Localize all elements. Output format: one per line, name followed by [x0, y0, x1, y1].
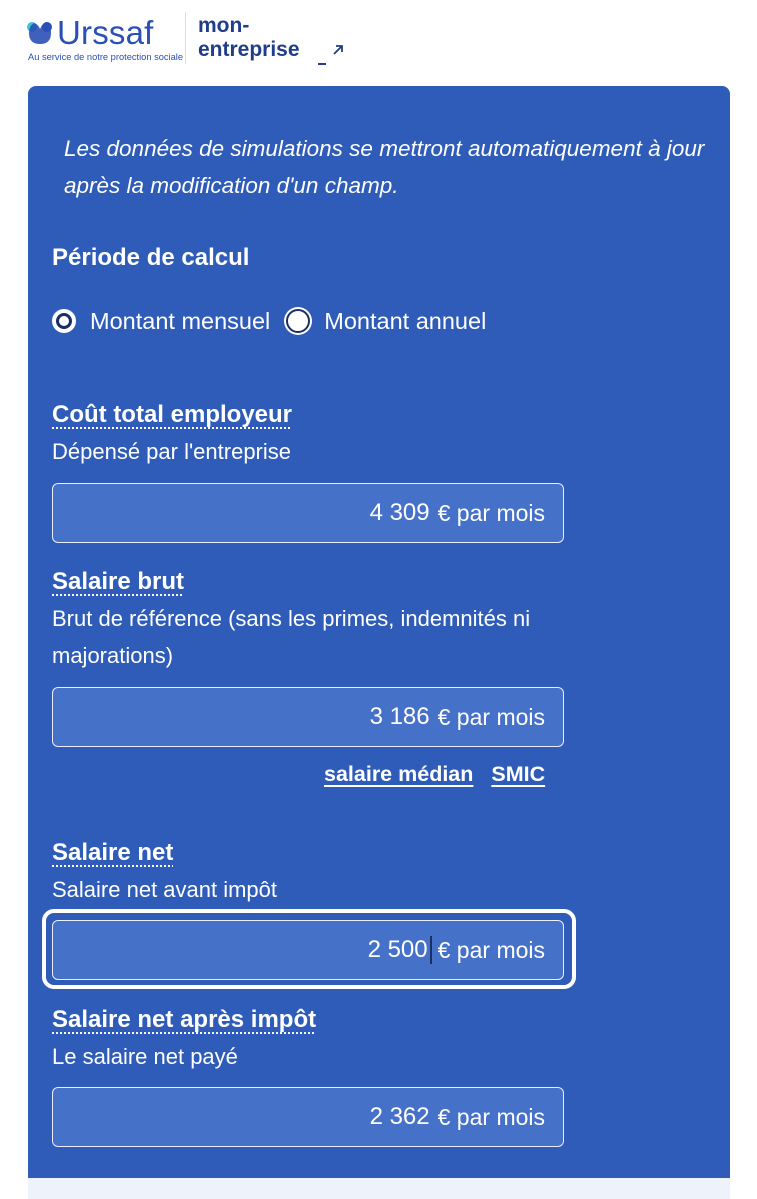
net-after-tax-title[interactable]: Salaire net après impôt [52, 1006, 317, 1033]
employer-cost-unit: € par mois [437, 499, 545, 526]
period-title: Période de calcul [52, 244, 250, 271]
employer-cost-value: 4 309 [369, 499, 430, 526]
net-salary-unit: € par mois [437, 936, 545, 963]
auto-update-notice: Les données de simulations se mettront automatiquement à jour après la modification d'un champ. [64, 136, 705, 198]
urssaf-logo-icon [26, 20, 54, 46]
mon-entreprise-line1: mon- [198, 14, 250, 37]
gross-salary-title[interactable]: Salaire brut [52, 568, 185, 595]
period-radio-group [52, 306, 502, 336]
radio-monthly[interactable] [52, 309, 76, 333]
logo-tagline: Au service de notre protection sociale [28, 52, 184, 62]
net-after-tax-value: 2 362 [369, 1103, 430, 1130]
logo-wordmark: Urssaf [57, 14, 154, 51]
header-divider [185, 12, 186, 64]
gross-salary-input[interactable] [52, 687, 564, 747]
site-header [0, 0, 757, 80]
mon-entreprise-line2: entreprise [198, 38, 300, 61]
salary-shortcuts [324, 762, 545, 787]
net-salary-title[interactable]: Salaire net [52, 839, 174, 866]
employer-cost-subtitle: Dépensé par l'entreprise [52, 439, 292, 464]
simulator-panel [28, 86, 730, 1199]
radio-annual[interactable] [286, 309, 310, 333]
radio-monthly-label[interactable]: Montant mensuel [90, 307, 271, 334]
external-link-icon [331, 43, 345, 57]
smic-link[interactable]: SMIC [491, 762, 546, 786]
net-after-tax-input[interactable] [52, 1087, 564, 1147]
results-section-edge [28, 1178, 730, 1199]
net-salary-subtitle: Salaire net avant impôt [52, 877, 278, 902]
gross-salary-subtitle: Brut de référence (sans les primes, indemnités ni majorations) [52, 606, 531, 668]
text-caret [430, 936, 432, 964]
radio-annual-label[interactable]: Montant annuel [324, 307, 487, 334]
gross-salary-value: 3 186 [369, 703, 430, 730]
net-after-tax-unit: € par mois [437, 1103, 545, 1130]
urssaf-logo[interactable] [26, 14, 184, 66]
median-salary-link[interactable]: salaire médian [324, 762, 474, 786]
gross-salary-unit: € par mois [437, 703, 545, 730]
employer-cost-title[interactable]: Coût total employeur [52, 401, 293, 428]
link-underline-mark [318, 63, 326, 65]
net-salary-input[interactable] [52, 920, 564, 980]
net-after-tax-subtitle: Le salaire net payé [52, 1044, 238, 1069]
mon-entreprise-link[interactable] [198, 14, 300, 62]
employer-cost-input[interactable] [52, 483, 564, 543]
net-salary-value: 2 500 [367, 936, 428, 963]
